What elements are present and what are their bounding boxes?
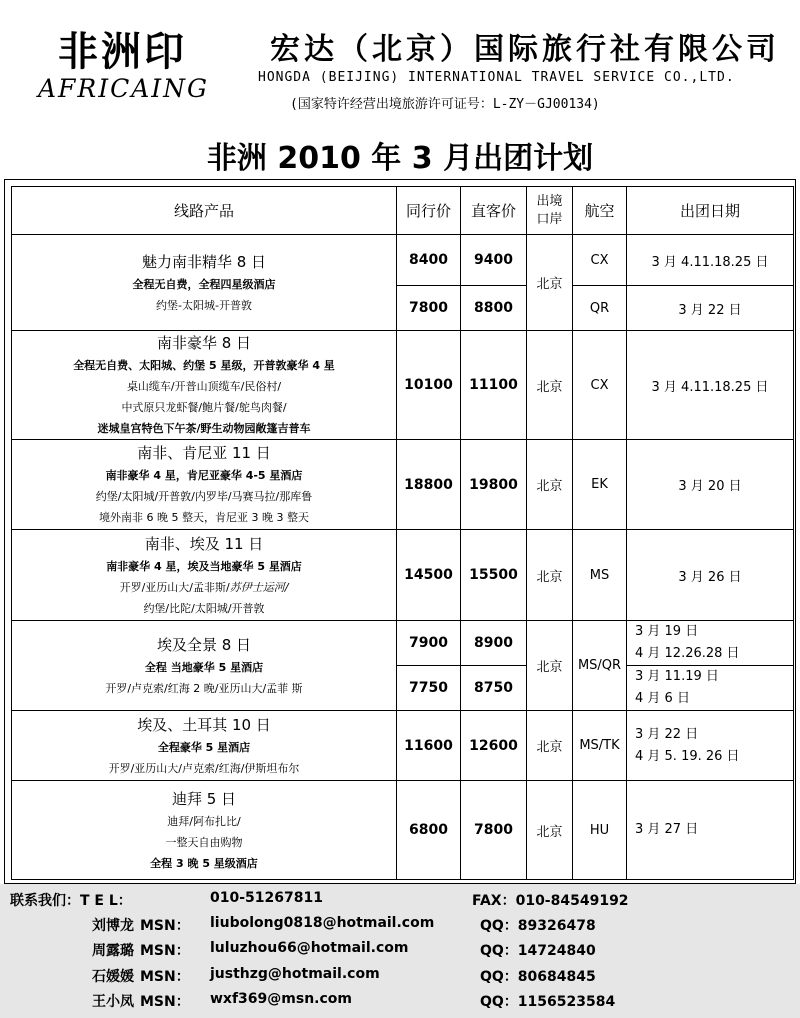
departure-dates: 3 月 19 日 4 月 12.26.28 日 bbox=[627, 621, 794, 666]
airline: HU bbox=[573, 781, 627, 880]
contact-item: 周露璐 MSN： luluzhou66@hotmail.com bbox=[92, 940, 409, 959]
table-row bbox=[12, 440, 794, 530]
contact-item: 刘博龙 MSN： liubolong0818@hotmail.com bbox=[92, 915, 435, 934]
col-airline: 航空 bbox=[573, 187, 627, 235]
trade-price: 11600 bbox=[397, 711, 461, 781]
col-dates: 出团日期 bbox=[627, 187, 794, 235]
fax: FAX：010-84549192 bbox=[472, 893, 629, 909]
departure-port: 北京 bbox=[527, 781, 573, 880]
msn-email: liubolong0818@hotmail.com bbox=[210, 915, 435, 931]
retail-price: 9400 bbox=[461, 235, 527, 286]
route-cell: 魅力南非精华 8 日 全程无自费，全程四星级酒店 约堡-太阳城-开普敦 bbox=[12, 235, 397, 331]
telephone: 010-51267811 bbox=[210, 890, 323, 906]
table-row bbox=[12, 331, 794, 440]
col-port: 出境 口岸 bbox=[527, 187, 573, 235]
departure-dates: 3 月 22 日 4 月 5. 19. 26 日 bbox=[627, 711, 794, 781]
route-cell: 南非、埃及 11 日 南非豪华 4 星，埃及当地豪华 5 星酒店 开罗/亚历山大/孟非斯/苏伊士运河/ 约堡/比陀/太阳城/开普敦 bbox=[12, 530, 397, 621]
departure-dates: 3 月 20 日 bbox=[627, 440, 794, 530]
contact-item: 王小凤 MSN： wxf369@msn.com bbox=[92, 991, 352, 1010]
trade-price: 6800 bbox=[397, 781, 461, 880]
retail-price: 7800 bbox=[461, 781, 527, 880]
schedule-table bbox=[11, 186, 794, 880]
retail-price: 11100 bbox=[461, 331, 527, 440]
col-route: 线路产品 bbox=[12, 187, 397, 235]
logo-english: AFRICAING bbox=[38, 74, 210, 103]
trade-price: 18800 bbox=[397, 440, 461, 530]
departure-dates: 3 月 11.19 日 4 月 6 日 bbox=[627, 666, 794, 711]
route-cell: 南非、肯尼亚 11 日 南非豪华 4 星，肯尼亚豪华 4-5 星酒店 约堡/太阳城/开普敦/内罗毕/马赛马拉/那库鲁 境外南非 6 晚 5 整天，肯尼亚 3 晚 3 整天 bbox=[12, 440, 397, 530]
qq-number: QQ：80684845 bbox=[480, 969, 596, 985]
departure-port: 北京 bbox=[527, 711, 573, 781]
msn-email: justhzg@hotmail.com bbox=[210, 966, 380, 982]
table-row bbox=[12, 711, 794, 781]
company-name-en: HONGDA (BEIJING) INTERNATIONAL TRAVEL SERVICE CO.,LTD. bbox=[258, 70, 735, 85]
table-row bbox=[12, 781, 794, 880]
airline: MS/QR bbox=[573, 621, 627, 711]
msn-email: luluzhou66@hotmail.com bbox=[210, 940, 409, 956]
contact-label: 联系我们：T E L： bbox=[10, 893, 132, 909]
col-trade-price: 同行价 bbox=[397, 187, 461, 235]
retail-price: 15500 bbox=[461, 530, 527, 621]
retail-price: 8900 bbox=[461, 621, 527, 666]
msn-email: wxf369@msn.com bbox=[210, 991, 352, 1007]
retail-price: 8750 bbox=[461, 666, 527, 711]
departure-port: 北京 bbox=[527, 530, 573, 621]
trade-price: 7800 bbox=[397, 286, 461, 331]
license-number: (国家特许经营出境旅游许可证号：L-ZY－GJ00134) bbox=[290, 97, 600, 112]
retail-price: 19800 bbox=[461, 440, 527, 530]
airline: CX bbox=[573, 235, 627, 286]
airline: CX bbox=[573, 331, 627, 440]
airline: EK bbox=[573, 440, 627, 530]
departure-dates: 3 月 22 日 bbox=[627, 286, 794, 331]
company-name-cn: 宏达（北京）国际旅行社有限公司 bbox=[270, 32, 780, 67]
route-cell: 南非豪华 8 日 全程无自费、太阳城、约堡 5 星级，开普敦豪华 4 星 桌山缆车/开普山顶缆车/民俗村/ 中式原只龙虾餐/鲍片餐/鸵鸟肉餐/ 迷城皇宫特色下午茶/野生动物园敞篷吉普车 bbox=[12, 331, 397, 440]
airline: MS bbox=[573, 530, 627, 621]
contact-item: 石媛媛 MSN： justhzg@hotmail.com bbox=[92, 966, 380, 985]
departure-port: 北京 bbox=[527, 235, 573, 331]
airline: QR bbox=[573, 286, 627, 331]
trade-price: 7900 bbox=[397, 621, 461, 666]
logo-chinese: 非洲印 bbox=[58, 29, 187, 75]
header-row bbox=[12, 187, 794, 235]
qq-number: QQ：89326478 bbox=[480, 918, 596, 934]
departure-port: 北京 bbox=[527, 621, 573, 711]
table-row bbox=[12, 621, 794, 666]
airline: MS/TK bbox=[573, 711, 627, 781]
departure-port: 北京 bbox=[527, 331, 573, 440]
col-retail-price: 直客价 bbox=[461, 187, 527, 235]
contact-footer bbox=[0, 884, 800, 1018]
trade-price: 8400 bbox=[397, 235, 461, 286]
retail-price: 12600 bbox=[461, 711, 527, 781]
qq-number: QQ：14724840 bbox=[480, 943, 596, 959]
trade-price: 10100 bbox=[397, 331, 461, 440]
table-row bbox=[12, 530, 794, 621]
route-cell: 埃及、土耳其 10 日 全程豪华 5 星酒店 开罗/亚历山大/卢克索/红海/伊斯坦布尔 bbox=[12, 711, 397, 781]
page-title: 非洲 2010 年 3 月出团计划 bbox=[206, 141, 594, 176]
departure-dates: 3 月 4.11.18.25 日 bbox=[627, 235, 794, 286]
trade-price: 14500 bbox=[397, 530, 461, 621]
route-cell: 埃及全景 8 日 全程 当地豪华 5 星酒店 开罗/卢克索/红海 2 晚/亚历山大/孟菲 斯 bbox=[12, 621, 397, 711]
trade-price: 7750 bbox=[397, 666, 461, 711]
retail-price: 8800 bbox=[461, 286, 527, 331]
route-cell: 迪拜 5 日 迪拜/阿布扎比/ 一整天自由购物 全程 3 晚 5 星级酒店 bbox=[12, 781, 397, 880]
table-row bbox=[12, 235, 794, 286]
departure-dates: 3 月 27 日 bbox=[627, 781, 794, 880]
departure-dates: 3 月 26 日 bbox=[627, 530, 794, 621]
departure-port: 北京 bbox=[527, 440, 573, 530]
schedule-table-frame bbox=[4, 179, 796, 884]
page-header bbox=[0, 0, 800, 175]
qq-number: QQ：1156523584 bbox=[480, 994, 616, 1010]
departure-dates: 3 月 4.11.18.25 日 bbox=[627, 331, 794, 440]
